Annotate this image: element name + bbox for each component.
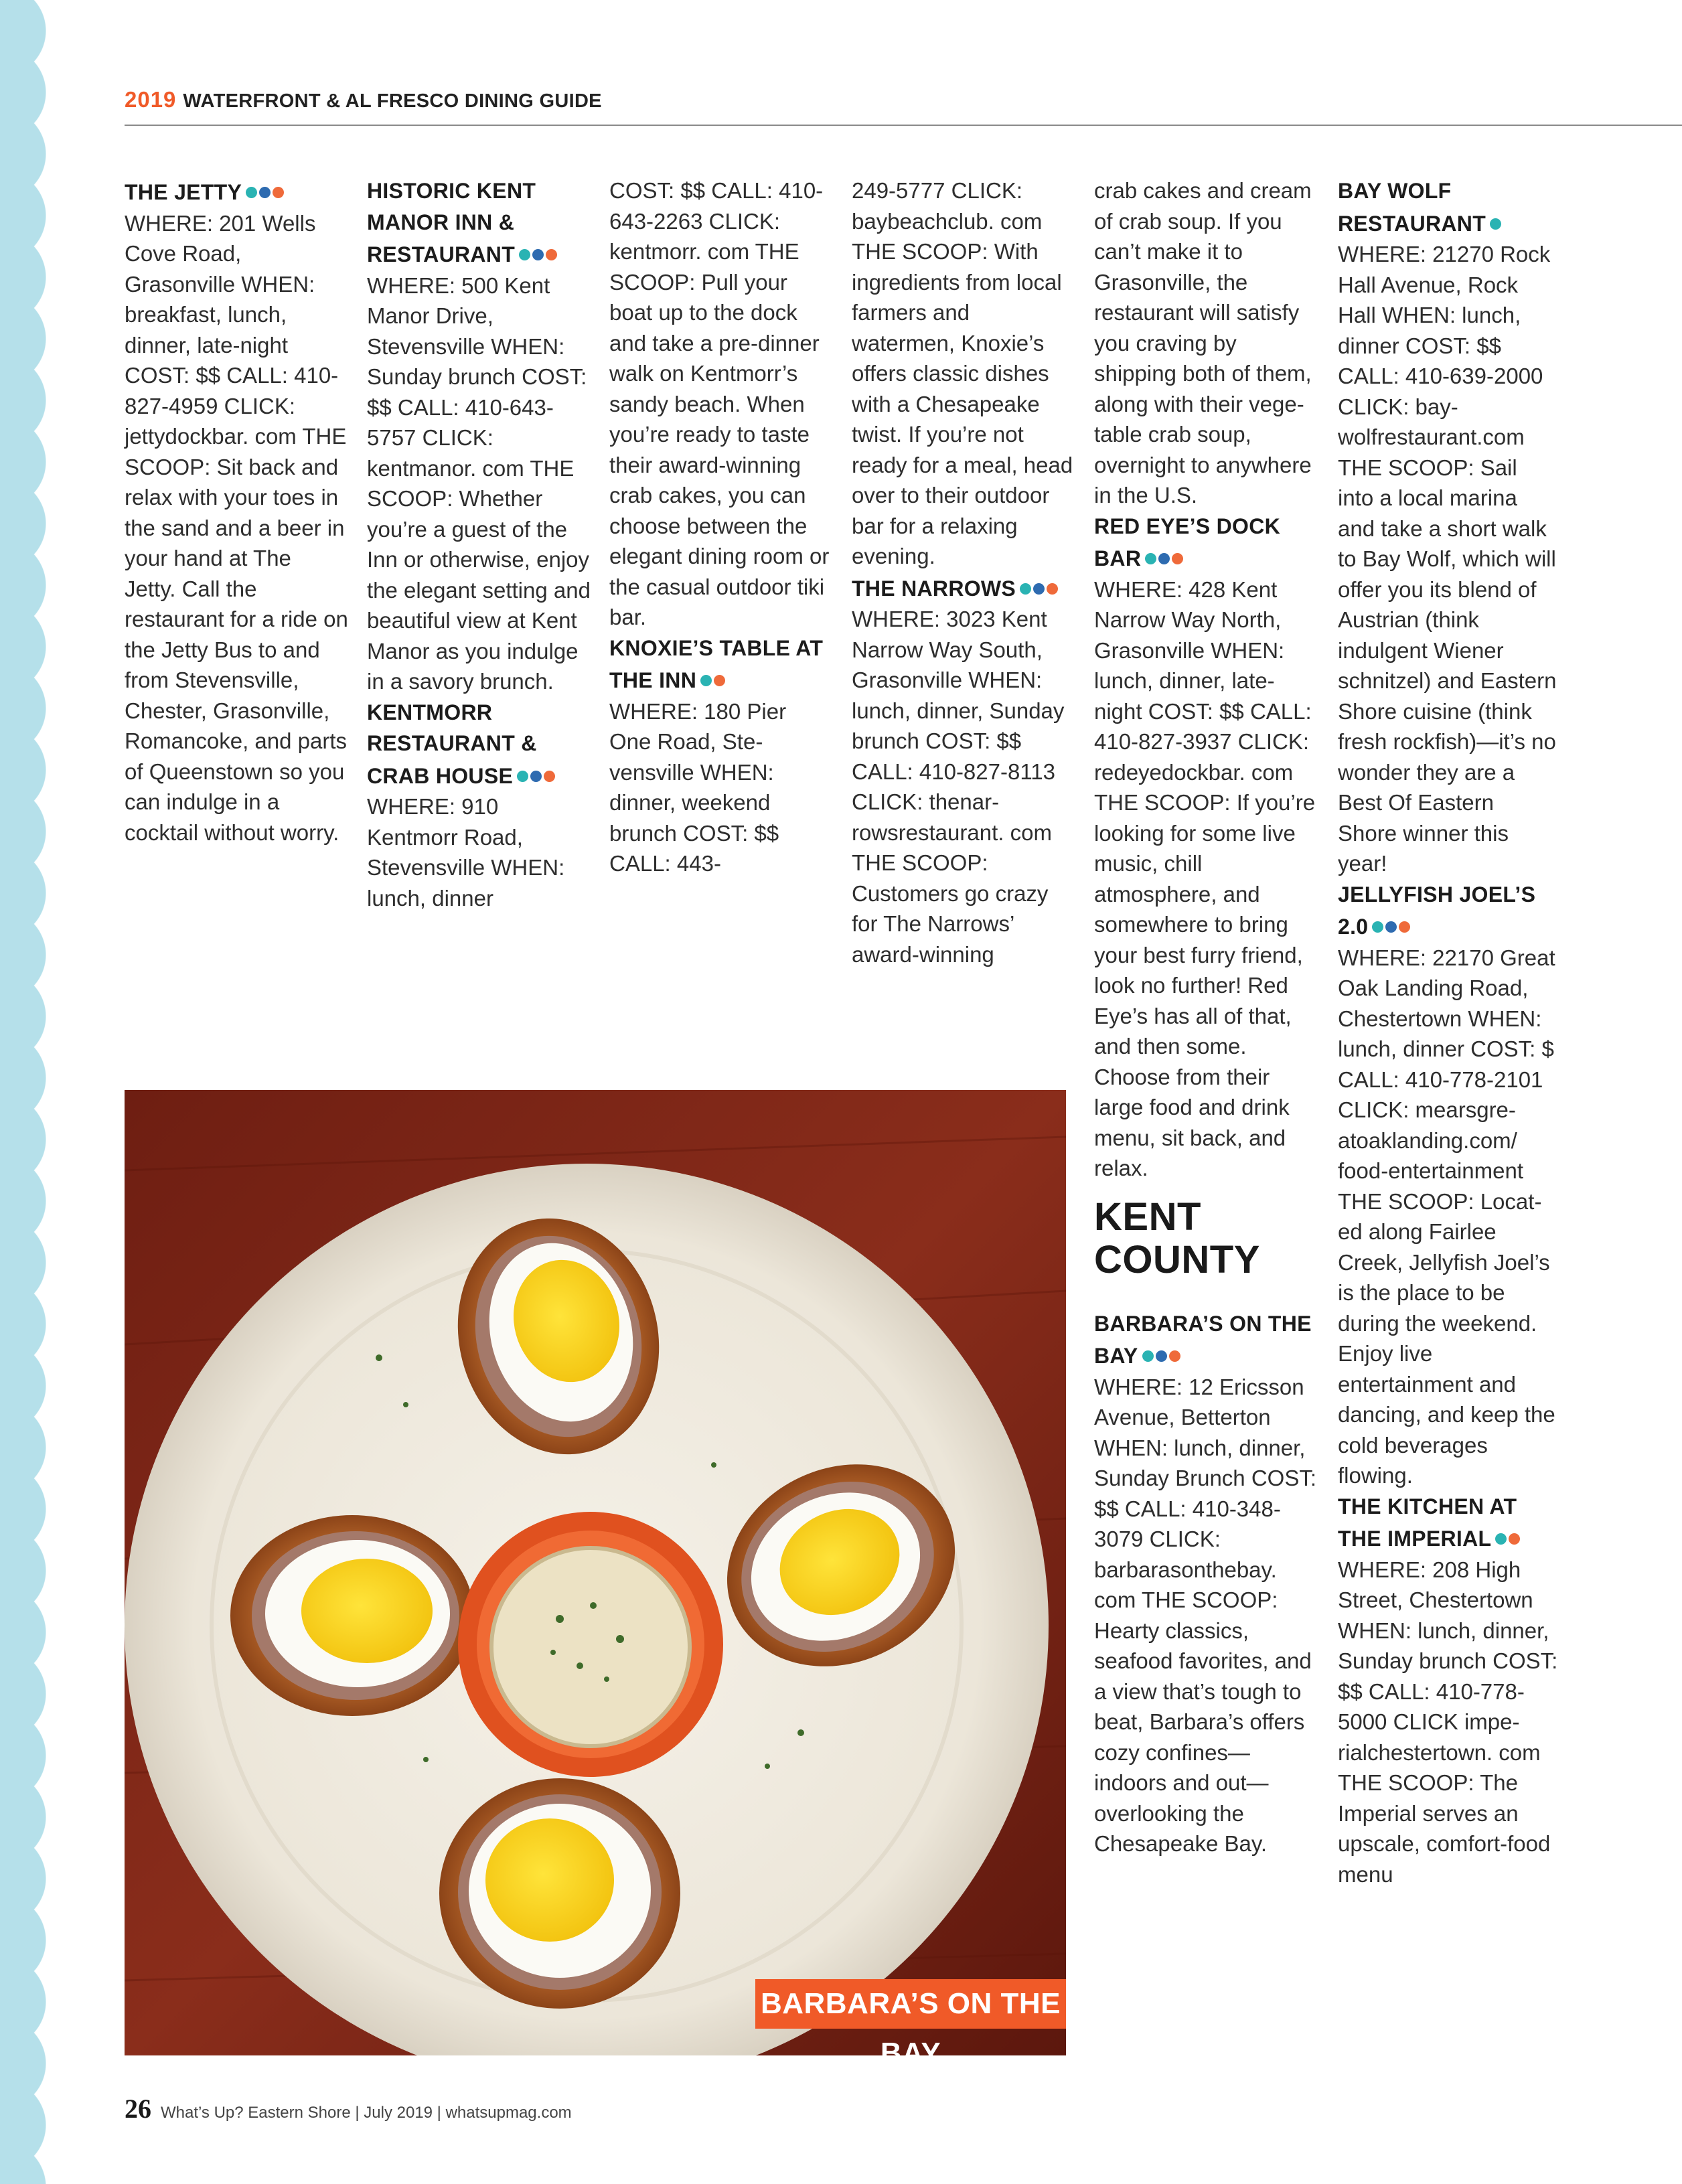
restaurant-name: KENTMORR RESTAURANT & CRAB HOUSE xyxy=(367,700,537,788)
listing-entry xyxy=(852,572,1075,970)
dot-orange xyxy=(1172,553,1183,564)
column-1 xyxy=(125,175,348,848)
dot-blue xyxy=(1033,583,1045,595)
dot-orange xyxy=(714,675,725,686)
photo-caption: BARBARA’S ON THE BAY xyxy=(755,1979,1066,2029)
restaurant-name: RED EYE’S DOCK BAR xyxy=(1094,514,1281,570)
rating-dots xyxy=(246,175,286,206)
rating-dots xyxy=(1020,572,1060,603)
listing-details: WHERE: 910 Kentmorr Road, Stevensville WHEN: lunch, dinner xyxy=(367,794,565,911)
rating-dots xyxy=(1490,207,1503,238)
listing-entry xyxy=(1338,1491,1559,1890)
column-5 xyxy=(1094,175,1318,1859)
listing-entry xyxy=(1338,879,1559,1491)
column-4 xyxy=(852,175,1075,969)
dot-teal xyxy=(517,771,528,782)
listing-details: WHERE: 3023 Kent Narrow Way South, Grasonville WHEN: lunch, dinner, Sunday brunch COST: $$ CALL: 410-827-8113 CLICK: thenarrowsrestaurant. com THE SCOOP: Customers go crazy for The Narrows’ award-winning xyxy=(852,607,1065,967)
restaurant-name: THE NARROWS xyxy=(852,576,1016,601)
scotch-eggs-illustration xyxy=(125,1090,1066,2055)
listing-entry xyxy=(852,175,1075,572)
listing-entry xyxy=(609,175,833,633)
dot-teal xyxy=(1020,583,1031,595)
dot-teal xyxy=(700,675,712,686)
dot-blue xyxy=(259,187,271,198)
restaurant-name: HISTORIC KENT MANOR INN & RESTAURANT xyxy=(367,179,536,266)
dot-teal xyxy=(1372,921,1383,933)
column-6 xyxy=(1338,175,1559,1889)
footer-info: What’s Up? Eastern Shore | July 2019 | whatsupmag.com xyxy=(161,2104,572,2122)
listing-details: crab cakes and cream of crab soup. If you can’t make it to Grasonville, the restaurant will satisfy you craving by shipping both of them, along with their vegetable crab soup, overnight to anywhere in the U.S. xyxy=(1094,178,1312,508)
scotch-egg-left xyxy=(230,1515,474,1716)
listing-details: WHERE: 208 High Street, Chestertown WHEN: lunch, dinner, Sunday brunch COST: $$ CALL: 410-778-5000 CLICK imperialchestertown. com THE SCOOP: The Imperial serves an upscale, comfort-food menu xyxy=(1338,1557,1558,1887)
listing-entry xyxy=(609,633,833,879)
dot-teal xyxy=(519,249,530,260)
dot-orange xyxy=(544,771,555,782)
dot-blue xyxy=(530,771,542,782)
dot-teal xyxy=(1495,1533,1507,1545)
dot-orange xyxy=(1509,1533,1520,1545)
dot-blue xyxy=(1385,921,1397,933)
dot-orange xyxy=(273,187,284,198)
dot-orange xyxy=(1169,1350,1180,1362)
column-2 xyxy=(367,175,591,913)
dot-blue xyxy=(1156,1350,1167,1362)
rating-dots xyxy=(1495,1522,1522,1553)
dot-orange xyxy=(1047,583,1058,595)
header-year: 2019 xyxy=(125,87,177,112)
restaurant-name: JELLYFISH JOEL’S 2.0 xyxy=(1338,882,1536,939)
dot-teal xyxy=(1145,553,1156,564)
listing-entry xyxy=(1338,175,1559,879)
listing-details: WHERE: 428 Kent Narrow Way North, Grasonville WHEN: lunch, dinner, late-night COST: $$ CALL: 410-827-3937 CLICK: redeyedockbar. com THE SCOOP: If you’re looking for some live music, chill atmosphere, and somewhere to bring your best furry friend, look no further! Red Eye’s has all of that, and then some. Choose from their large food and drink menu, sit back, and relax. xyxy=(1094,576,1316,1180)
listing-entry xyxy=(367,175,591,697)
listing-entry xyxy=(1094,511,1318,1184)
scalloped-edge-decoration xyxy=(0,0,75,2184)
listing-details: WHERE: 12 Ericsson Avenue, Betterton WHEN: lunch, dinner, Sunday Brunch COST: $$ CALL: 410-348-3079 CLICK: barbarasonthebay. com THE SCOOP: Hearty classics, seafood favorites, and a view that’s tough to beat, Barbara’s offers cozy confines—indoors and out—overlooking the Chesapeake Bay. xyxy=(1094,1374,1316,1856)
listing-details: 249-5777 CLICK: baybeachclub. com THE SCOOP: With ingredients from local farmers and watermen, Knoxie’s offers classic dishes with a Chesapeake twist. If you’re not ready for a meal, head over to their outdoor bar for a relaxing evening. xyxy=(852,178,1073,568)
county-heading: KENT COUNTY xyxy=(1094,1194,1260,1281)
column-5-bottom xyxy=(1094,1308,1318,1859)
listing-entry xyxy=(125,175,348,848)
listing-details: COST: $$ CALL: 410-643-2263 CLICK: kentmorr. com THE SCOOP: Pull your boat up to the dock and take a pre-dinner walk on Kentmorr’s sandy beach. When you’re ready to taste their award-winning crab cakes, you can choose between the elegant dining room or the casual outdoor tiki bar. xyxy=(609,178,830,629)
restaurant-name: BAY WOLF RESTAURANT xyxy=(1338,179,1486,236)
dot-orange xyxy=(1399,921,1410,933)
dot-orange xyxy=(546,249,557,260)
dot-blue xyxy=(532,249,544,260)
scotch-egg-bottom xyxy=(439,1778,680,2009)
listing-entry xyxy=(1094,175,1318,511)
listing-details: WHERE: 500 Kent Manor Drive, Stevensville WHEN: Sunday brunch COST: $$ CALL: 410-643-5757 CLICK: kentmanor. com THE SCOOP: Whether you’re a guest of the Inn or otherwise, enjoy the elegant setting and beautiful view at Kent Manor as you indulge in a savory brunch. xyxy=(367,272,591,694)
listing-details: WHERE: 201 Wells Cove Road, Grasonville WHEN: breakfast, lunch, dinner, late-night COST: $$ CALL: 410-827-4959 CLICK: jettydockbar. com THE SCOOP: Sit back and relax with your toes in the sand and a beer in your hand at The Jetty. Call the restaurant for a ride on the Jetty Bus to and from Stevensville, Chester, Grasonville, Romancoke, and parts of Queenstown so you can indulge in a cocktail without worry. xyxy=(125,210,348,845)
listing-entry xyxy=(1094,1308,1318,1859)
rating-dots xyxy=(1372,910,1412,941)
rating-dots xyxy=(1145,542,1185,572)
header-title: WATERFRONT & AL FRESCO DINING GUIDE xyxy=(183,90,602,112)
dot-teal xyxy=(1142,1350,1154,1362)
restaurant-name: THE KITCHEN AT THE IMPERIAL xyxy=(1338,1494,1517,1551)
listing-details: WHERE: 180 Pier One Road, Stevensville WHEN: dinner, weekend brunch COST: $$ CALL: 443- xyxy=(609,698,787,876)
rating-dots xyxy=(517,759,557,790)
restaurant-name: KNOXIE’S TABLE AT THE INN xyxy=(609,635,824,692)
page-footer xyxy=(125,2093,572,2124)
rating-dots xyxy=(519,238,559,268)
rating-dots xyxy=(700,664,727,694)
dot-blue xyxy=(1158,553,1170,564)
dot-teal xyxy=(246,187,257,198)
sauce-ramekin xyxy=(458,1512,723,1777)
column-3 xyxy=(609,175,833,879)
column-5-top xyxy=(1094,175,1318,1184)
page-number: 26 xyxy=(125,2094,151,2124)
rating-dots xyxy=(1142,1339,1182,1370)
food-photo xyxy=(125,1090,1066,2055)
restaurant-name: THE JETTY xyxy=(125,180,242,204)
dot-teal xyxy=(1490,218,1501,230)
listing-entry xyxy=(367,697,591,914)
restaurant-name: BARBARA’S ON THE BAY xyxy=(1094,1311,1312,1368)
listing-details: WHERE: 21270 Rock Hall Avenue, Rock Hall WHEN: lunch, dinner COST: $$ CALL: 410-639-2000 CLICK: baywolfrestaurant.com THE SCOOP: Sail into a local marina and take a short walk to Bay Wolf, which will offer you its blend of Austrian (think indulgent Wiener schnitzel) and Eastern Shore cuisine (think fresh rockfish)—it’s no wonder they are a Best Of Eastern Shore winner this year! xyxy=(1338,242,1557,876)
listing-details: WHERE: 22170 Great Oak Landing Road, Chestertown WHEN: lunch, dinner COST: $ CALL: 410-778-2101 CLICK: mearsgreatoaklanding.com/ food-entertainment THE SCOOP: Located along Fairlee Creek, Jellyfish Joel’s is the place to be during the weekend. Enjoy live entertainment and dancing, and keep the cold beverages flowing. xyxy=(1338,945,1555,1488)
section-header xyxy=(125,87,1682,126)
